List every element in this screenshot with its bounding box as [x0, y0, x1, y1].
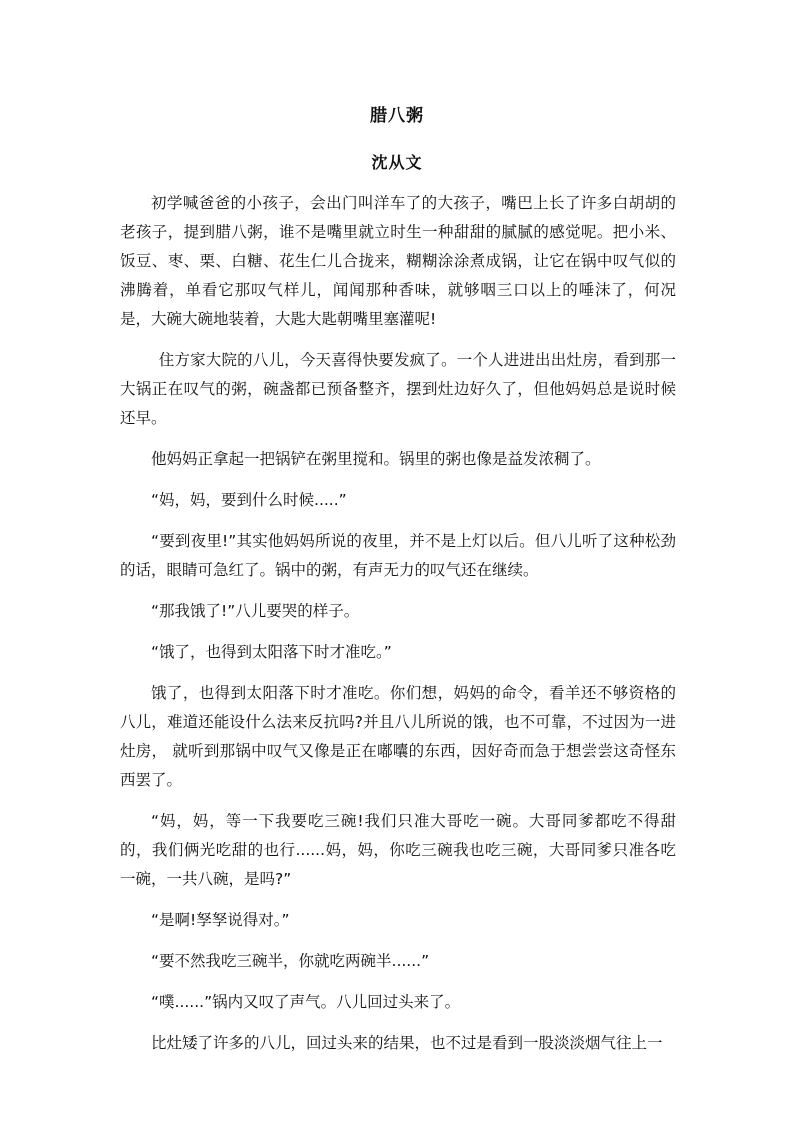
paragraph: “是啊!孥孥说得对。”	[151, 911, 290, 929]
article-body	[120, 189, 676, 1070]
paragraph: “噗......”锅内又叹了声气。八儿回过头来了。	[151, 993, 461, 1011]
author-name: 沈从文	[371, 153, 423, 172]
paragraph: “妈，妈，要到什么时候.....”	[151, 491, 347, 509]
paragraph: “饿了，也得到太阳落下时才准吃。”	[151, 643, 392, 661]
paragraph: “那我饿了!”八儿要哭的样子。	[151, 602, 360, 620]
paragraph: “妈，妈，等一下我要吃三碗!我们只准大哥吃一碗。大哥同爹都吃不得甜的，我们俩光吃甜的也行......妈，妈，你吃三碗我也吃三碗，大哥同爹只准各吃一碗，一共八碗，是吗?”	[120, 812, 676, 888]
paragraph: 饿了，也得到太阳落下时才准吃。你们想，妈妈的命令，看羊还不够资格的八儿，难道还能设什么法来反抗吗?并且八儿所说的饿，也不可靠，不过因为一进灶房， 就听到那锅中叹气又像是正在嘟囔的东西，因好奇而急于想尝尝这奇怪东西罢了。	[120, 684, 676, 789]
paragraph: “要到夜里!”其实他妈妈所说的夜里，并不是上灯以后。但八儿听了这种松劲的话，眼睛可急红了。锅中的粥，有声无力的叹气还在继续。	[120, 532, 676, 579]
paragraph: 住方家大院的八儿，今天喜得快要发疯了。一个人进进出出灶房，看到那一大锅正在叹气的粥，碗盏都已预备整齐，摆到灶边好久了，但他妈妈总是说时候还早。	[120, 351, 676, 427]
paragraph: 比灶矮了许多的八儿，回过头来的结果，也不过是看到一股淡淡烟气往上一	[151, 1034, 663, 1052]
paragraph: “要不然我吃三碗半，你就吃两碗半......”	[151, 952, 430, 970]
paragraph: 他妈妈正拿起一把锅铲在粥里搅和。锅里的粥也像是益发浓稠了。	[151, 450, 601, 468]
page-title: 腊八粥	[370, 106, 424, 126]
paragraph: 初学喊爸爸的小孩子，会出门叫洋车了的大孩子，嘴巴上长了许多白胡胡的老孩子，提到腊八粥，谁不是嘴里就立时生一种甜甜的腻腻的感觉呢。把小米、饭豆、枣、栗、白糖、花生仁儿合拢来，糊糊涂涂煮成锅，让它在锅中叹气似的沸腾着，单看它那叹气样儿，闻闻那种香味，就够咽三口以上的唾沫了，何况是，大碗大碗地装着，大匙大匙朝嘴里塞灌呢!	[120, 194, 676, 328]
